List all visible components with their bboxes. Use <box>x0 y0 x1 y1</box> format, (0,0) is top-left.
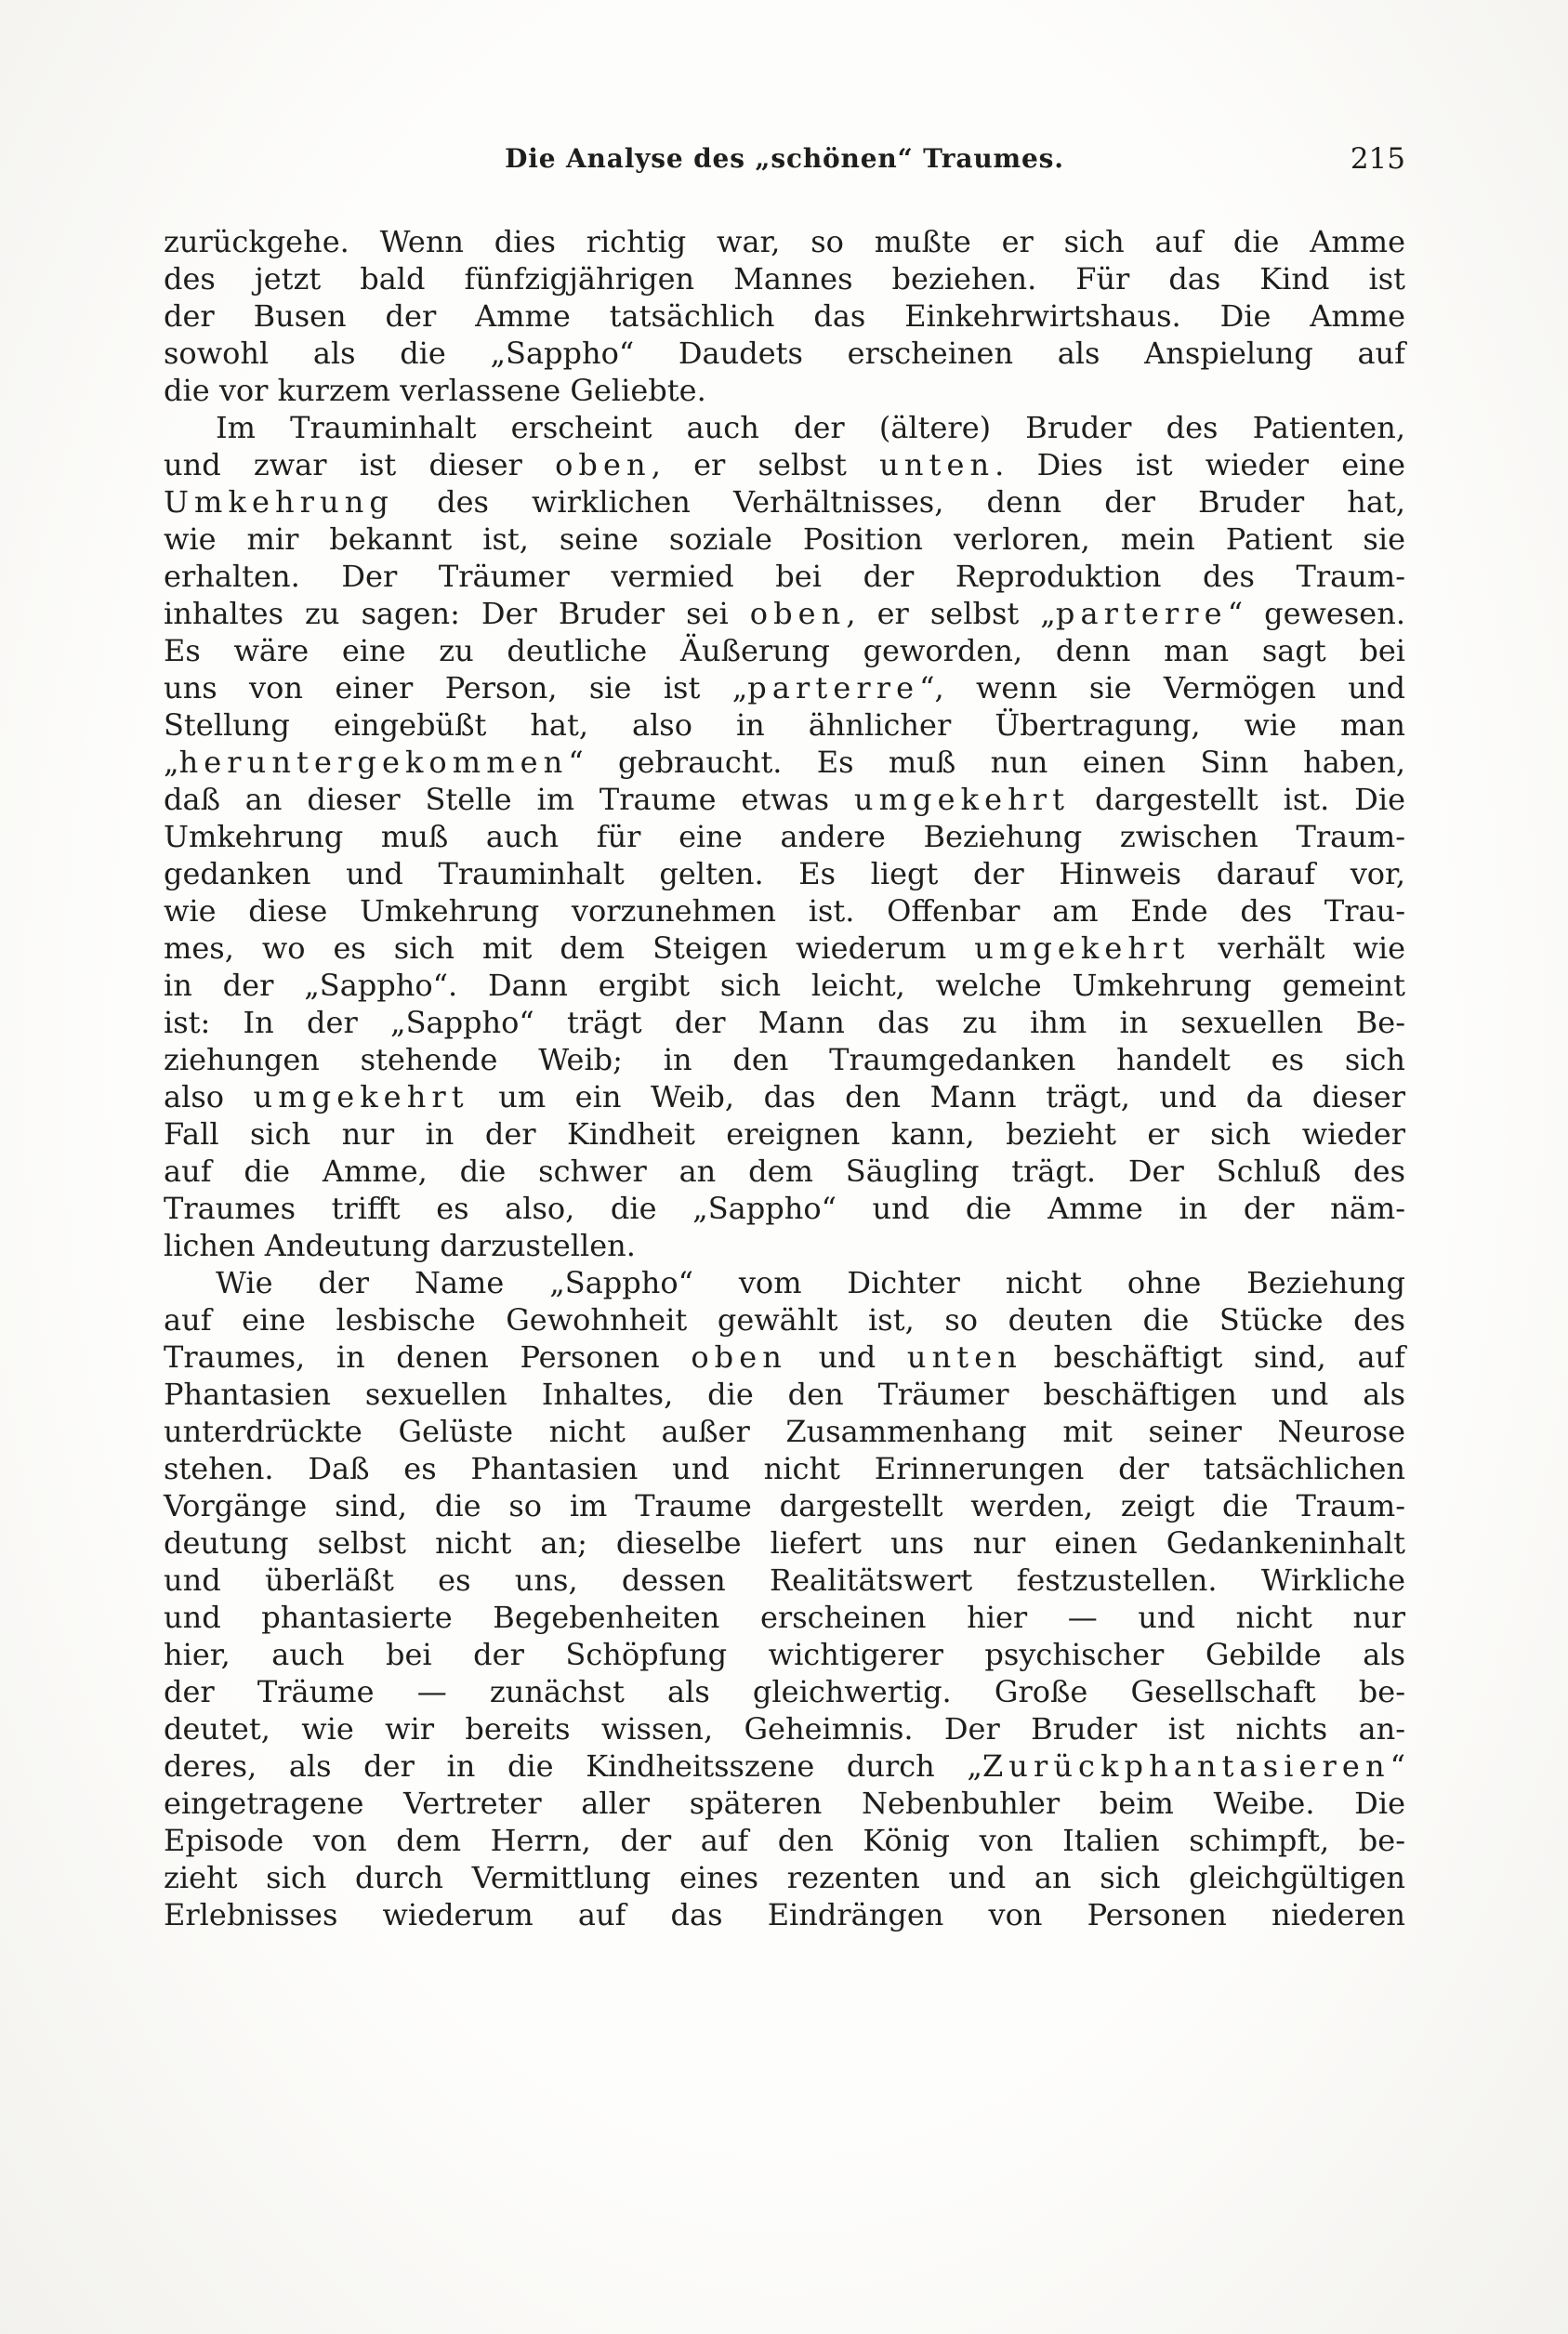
emphasized-text: oben <box>555 447 652 482</box>
text-line: deutet, wie wir bereits wissen, Geheimnis. Der Bruder ist nichts an- <box>164 1711 1405 1747</box>
text-line: uns von einer Person, sie ist „parterre“, wenn sie Vermögen und <box>164 670 1406 705</box>
text-line: unterdrückte Gelüste nicht außer Zusammenhang mit seiner Neurose <box>164 1414 1405 1449</box>
text-line: Fall sich nur in der Kindheit ereignen kann, bezieht er sich wieder <box>164 1116 1405 1152</box>
text-line: mes, wo es sich mit dem Steigen wiederum umgekehrt verhält wie <box>164 930 1406 966</box>
text-line: der Busen der Amme tatsächlich das Einkehrwirtshaus. Die Amme <box>164 298 1405 334</box>
text-line: zurückgehe. Wenn dies richtig war, so mußte er sich auf die Amme <box>164 224 1405 259</box>
text-line: zieht sich durch Vermittlung eines rezenten und an sich gleichgültigen <box>164 1860 1405 1895</box>
emphasized-text: oben <box>749 596 847 631</box>
emphasized-text: umgekehrt <box>974 930 1191 966</box>
text-line: wie diese Umkehrung vorzunehmen ist. Offenbar am Ende des Trau- <box>164 893 1405 929</box>
text-line: ziehungen stehende Weib; in den Traumgedanken handelt es sich <box>164 1042 1405 1077</box>
text-line: also umgekehrt um ein Weib, das den Mann trägt, und da dieser <box>164 1079 1406 1114</box>
text-line: auf eine lesbische Gewohnheit gewählt ist, so deuten die Stücke des <box>164 1302 1405 1338</box>
text-line: deutung selbst nicht an; dieselbe liefert uns nur einen Gedankeninhalt <box>164 1525 1405 1561</box>
text-line: deres, als der in die Kindheitsszene durch „Zurückphantasieren“ <box>164 1748 1405 1784</box>
emphasized-text: umgekehrt <box>253 1079 469 1114</box>
text-line: inhaltes zu sagen: Der Bruder sei oben, er selbst „parterre“ gewesen. <box>164 596 1406 631</box>
text-line: eingetragene Vertreter aller späteren Nebenbuhler beim Weibe. Die <box>164 1786 1405 1821</box>
text-line: lichen Andeutung darzustellen. <box>164 1228 636 1263</box>
text-line: gedanken und Trauminhalt gelten. Es liegt der Hinweis darauf vor, <box>164 856 1405 891</box>
emphasized-text: unten <box>879 447 995 482</box>
running-head-title: Die Analyse des „schönen“ Traumes. <box>505 143 1064 174</box>
paragraph <box>164 223 1405 409</box>
text-line: Im Trauminhalt erscheint auch der (ältere) Bruder des Patienten, <box>216 410 1405 445</box>
emphasized-text: parterre <box>1055 596 1228 631</box>
emphasized-text: Zurückphantasieren <box>982 1748 1390 1784</box>
text-line: des jetzt bald fünfzigjährigen Mannes beziehen. Für das Kind ist <box>164 261 1405 297</box>
text-block <box>164 139 1405 1933</box>
running-head <box>164 139 1405 178</box>
text-line: in der „Sappho“. Dann ergibt sich leicht, welche Umkehrung gemeint <box>164 968 1405 1003</box>
text-line: und zwar ist dieser oben, er selbst unten. Dies ist wieder eine <box>164 447 1406 482</box>
text-line: Episode von dem Herrn, der auf den König von Italien schimpft, be- <box>164 1823 1405 1858</box>
page-body <box>164 223 1405 1933</box>
text-line: Traumes, in denen Personen oben und unten beschäftigt sind, auf <box>164 1339 1406 1375</box>
text-line: Erlebnisses wiederum auf das Eindrängen von Personen niederen <box>164 1897 1405 1932</box>
text-line: Es wäre eine zu deutliche Äußerung geworden, denn man sagt bei <box>164 633 1405 668</box>
emphasized-text: parterre <box>747 670 920 705</box>
text-line: erhalten. Der Träumer vermied bei der Reproduktion des Traum- <box>164 559 1405 594</box>
text-line: Stellung eingebüßt hat, also in ähnlicher Übertragung, wie man <box>164 707 1405 743</box>
text-line: und überläßt es uns, dessen Realitätswert festzustellen. Wirkliche <box>164 1563 1405 1598</box>
text-line: und phantasierte Begebenheiten erscheinen hier — und nicht nur <box>164 1600 1405 1635</box>
text-line: „heruntergekommen“ gebraucht. Es muß nun einen Sinn haben, <box>164 745 1405 780</box>
page-number: 215 <box>1350 142 1405 176</box>
text-line: ist: In der „Sappho“ trägt der Mann das zu ihm in sexuellen Be- <box>164 1005 1405 1040</box>
text-line: hier, auch bei der Schöpfung wichtigerer psychischer Gebilde als <box>164 1637 1405 1672</box>
text-line: stehen. Daß es Phantasien und nicht Erinnerungen der tatsächlichen <box>164 1451 1405 1486</box>
text-line: Vorgänge sind, die so im Traume dargestellt werden, zeigt die Traum- <box>164 1488 1405 1523</box>
emphasized-text: oben <box>691 1339 787 1375</box>
text-line: Umkehrung des wirklichen Verhältnisses, denn der Bruder hat, <box>164 484 1405 520</box>
text-line: Phantasien sexuellen Inhaltes, die den Träumer beschäftigen und als <box>164 1377 1405 1412</box>
paragraph <box>164 1264 1405 1933</box>
text-line: sowohl als die „Sappho“ Daudets erscheinen als Anspielung auf <box>164 336 1405 371</box>
text-line: daß an dieser Stelle im Traume etwas umgekehrt dargestellt ist. Die <box>164 782 1406 817</box>
text-line: Umkehrung muß auch für eine andere Beziehung zwischen Traum- <box>164 819 1405 854</box>
emphasized-text: unten <box>906 1339 1022 1375</box>
text-line: wie mir bekannt ist, seine soziale Position verloren, mein Patient sie <box>164 521 1405 557</box>
text-line: Traumes trifft es also, die „Sappho“ und die Amme in der näm- <box>164 1191 1405 1226</box>
emphasized-text: heruntergekommen <box>178 745 569 780</box>
paragraph <box>164 409 1405 1264</box>
text-line: der Träume — zunächst als gleichwertig. Große Gesellschaft be- <box>164 1674 1405 1709</box>
emphasized-text: Umkehrung <box>164 484 394 520</box>
text-line: Wie der Name „Sappho“ vom Dichter nicht ohne Beziehung <box>216 1265 1405 1300</box>
text-line: auf die Amme, die schwer an dem Säugling trägt. Der Schluß des <box>164 1154 1405 1189</box>
emphasized-text: umgekehrt <box>853 782 1071 817</box>
text-line: die vor kurzem verlassene Geliebte. <box>164 373 706 408</box>
